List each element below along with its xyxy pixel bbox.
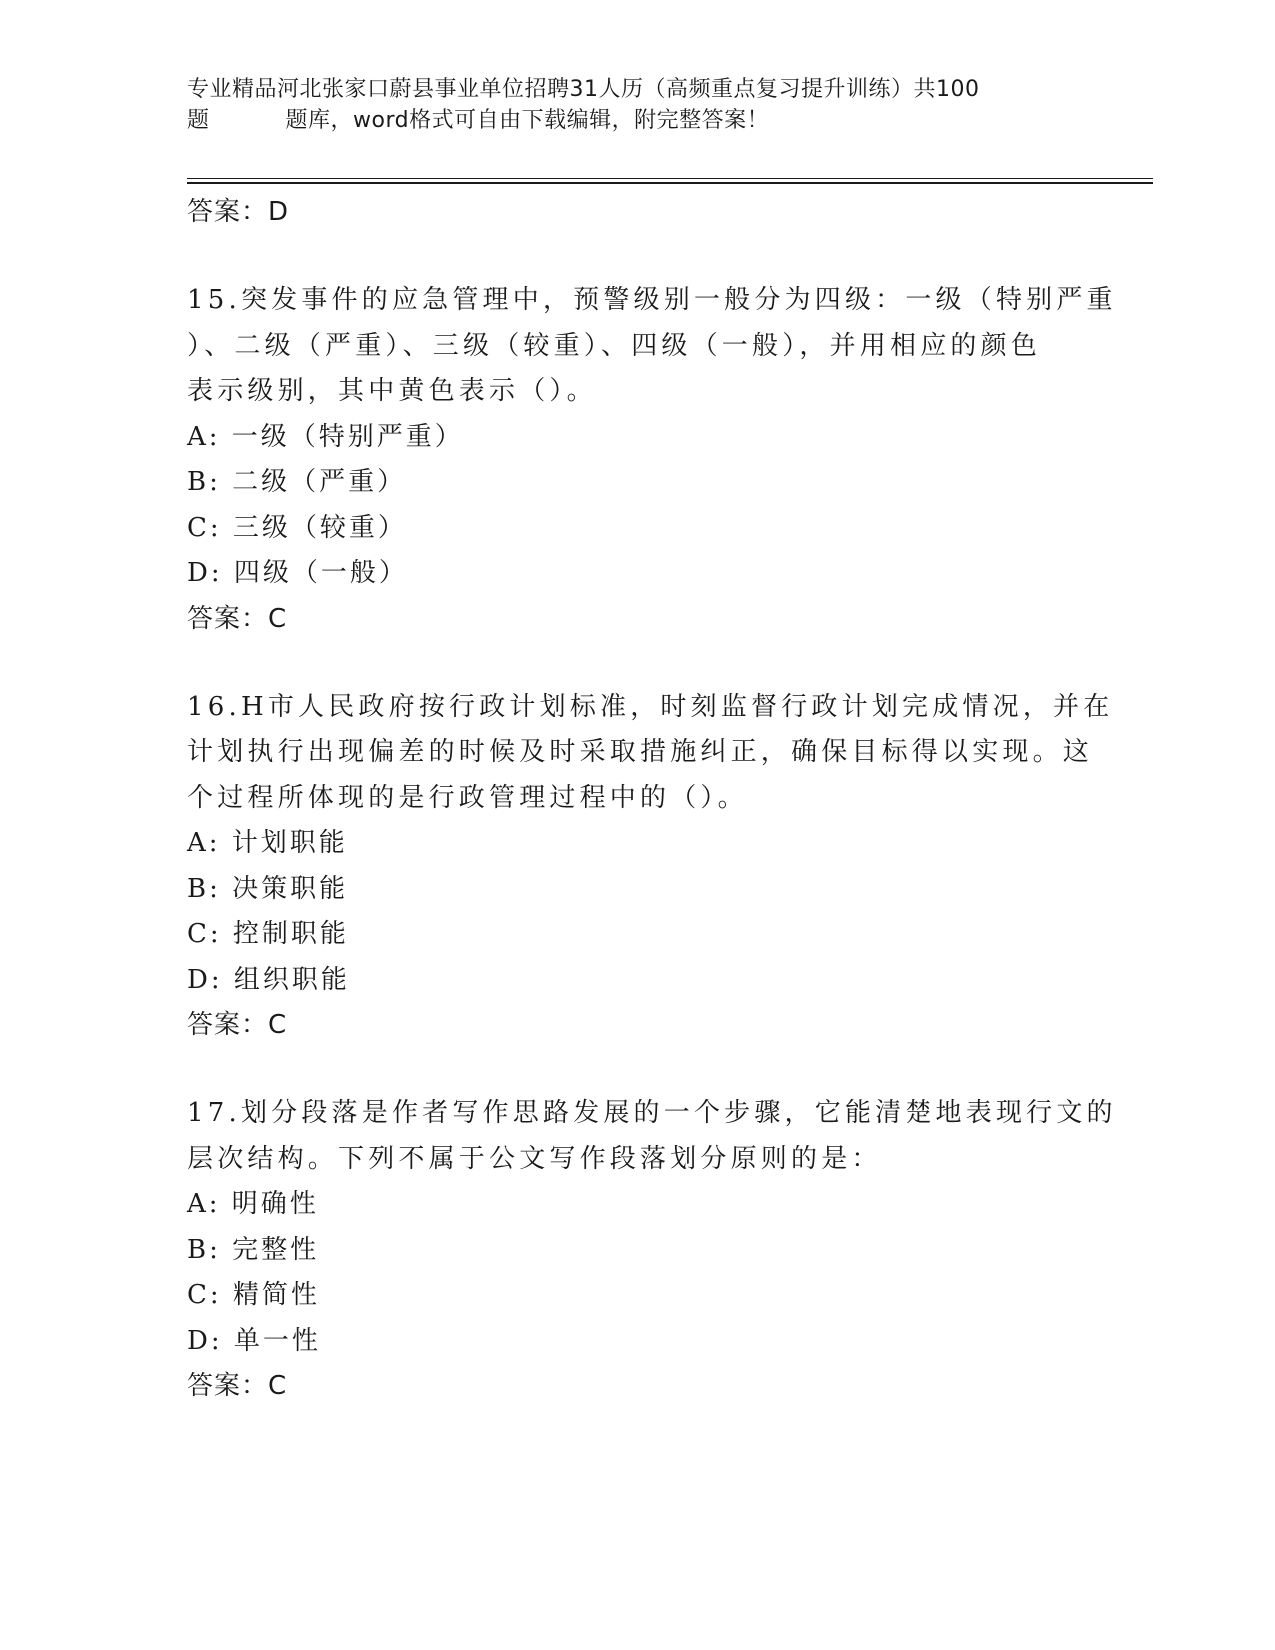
header-title-line-2-rest: 题库，word格式可自由下载编辑，附完整答案！ [285,108,770,133]
question-stem-line: ）、二级（严重）、三级（较重）、四级（一般），并用相应的颜色 [187,330,1042,361]
question-stem-line: 个过程所体现的是行政管理过程中的（）。 [187,782,748,813]
header-title-line-2-start: 题 [187,108,210,133]
question-stem-line: 17.划分段落是作者写作思路发展的一个步骤，它能清楚地表现行文的 [187,1098,1117,1128]
question-stem-line: 计划执行出现偏差的时候及时采取措施纠正，确保目标得以实现。这 [187,737,1094,767]
header-title-line-1: 专业精品河北张家口蔚县事业单位招聘31人历（高频重点复习提升训练）共100 [187,77,980,102]
option-c: C: 三级（较重） [187,512,407,543]
header-title-line-2 [187,105,1067,136]
question-stem-line: 15.突发事件的应急管理中，预警级别一般分为四级：一级（特别严重 [187,285,1117,315]
option-b: B: 二级（严重） [187,467,407,497]
document-body [187,186,1117,1409]
option-a: A: 明确性 [187,1189,319,1219]
option-c: C: 精简性 [187,1280,320,1310]
option-b: B: 完整性 [187,1234,320,1265]
previous-answer: 答案：D [187,197,290,227]
header-rule-thick [187,182,1153,184]
question-stem-line: 层次结构。下列不属于公文写作段落划分原则的是： [187,1143,882,1174]
question-17 [187,1091,1117,1409]
option-d: D: 单一性 [187,1325,321,1356]
document-header [187,74,1067,136]
option-a: A: 一级（特别严重） [187,421,464,452]
header-rule-thin [187,178,1153,179]
question-15 [187,278,1117,642]
answer-line: 答案：C [187,1010,288,1040]
option-b: B: 决策职能 [187,873,349,904]
question-stem-line: 表示级别，其中黄色表示（）。 [187,376,597,406]
option-c: C: 控制职能 [187,919,349,949]
option-d: D: 四级（一般） [187,558,408,588]
answer-line: 答案：C [187,1371,288,1401]
answer-line: 答案：C [187,603,288,634]
option-a: A: 计划职能 [187,828,348,858]
option-d: D: 组织职能 [187,964,350,995]
question-16 [187,685,1114,1049]
question-stem-line: 16.H市人民政府按行政计划标准，时刻监督行政计划完成情况，并在 [187,691,1114,722]
